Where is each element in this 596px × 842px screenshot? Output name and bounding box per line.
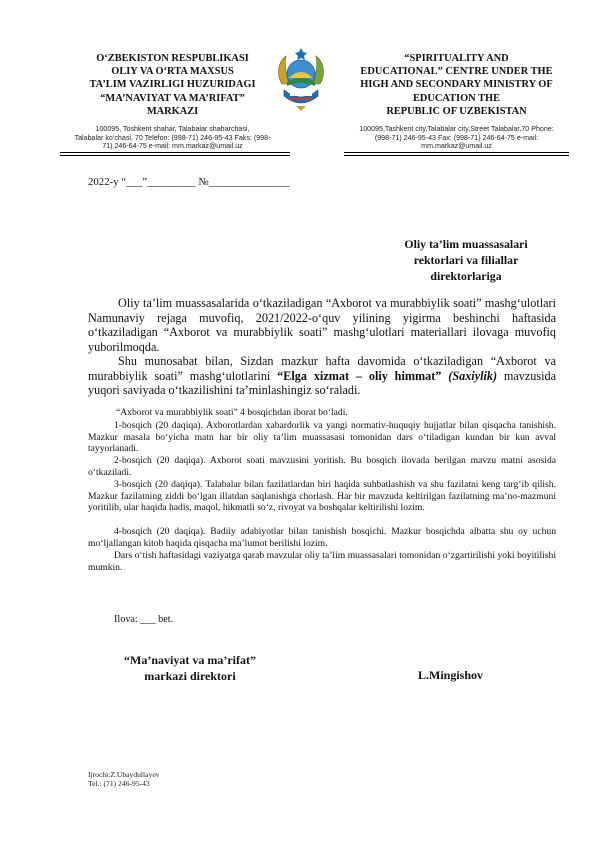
signatory-title bbox=[110, 652, 270, 684]
addressee-line: Oliy ta’lim muassasalari bbox=[404, 237, 528, 251]
stage-note: Dars o‘tish haftasidagi vaziyatga qarab mavzular oliy ta’lim muassasalari tomonidan o‘zgartirilishi yoki boyitilishi mumkin. bbox=[88, 550, 556, 573]
org-line: O‘ZBEKISTON RESPUBLIKASI bbox=[96, 53, 249, 64]
stage-4: 4-bosqich (20 daqiqa). Badiiy adabiyotlar bilan tanishish bosqichi. Mazkur bosqichda albatta shu oy uchun mo‘ljallangan kitob haqida qisqacha ma’lumot berilishi lozim. bbox=[88, 526, 556, 549]
addressee bbox=[384, 236, 548, 285]
body-paragraph-2 bbox=[88, 354, 556, 398]
stage-2: 2-bosqich (20 daqiqa). Axborot soati mavzusini yoritish. Bu bosqich ilovada berilgan mavzu matni asosida o‘tkaziladi. bbox=[88, 455, 556, 478]
header-divider-right-thin bbox=[344, 155, 569, 156]
addressee-line: rektorlari va filiallar bbox=[413, 253, 519, 268]
executor-name: Ijrochi:Z.Ubaydullayev bbox=[88, 770, 160, 779]
body-paragraph-1: Oliy ta’lim muassasalarida o‘tkaziladigan “Axborot va murabbiylik soati” mashg‘ulotlari Namunaviy rejaga muvofiq, 2021/2022-o‘quv yilining yigirma beshinchi haftasida o‘tkaziladigan “Axborot va murabbiylik soati” mashg‘ulotlari materiallari ilovaga muvofiq yuborilmoqda. bbox=[88, 296, 556, 354]
address-en bbox=[344, 125, 569, 151]
date-number-line: 2022-y “___”_________ №_______________ bbox=[88, 176, 290, 188]
address-line: 100095,Tashkent city,Talabalar city,Street Talabalar,70 Phone: bbox=[359, 125, 554, 133]
text-run: Shu munosabat bilan, Sizdan mazkur hafta davomida o‘tkaziladigan “Axborot va murabbiylik soati” mashg‘ulotlarini bbox=[88, 354, 556, 383]
org-line: “SPIRITUALITY AND bbox=[404, 53, 509, 64]
address-line: Talabalar ko‘chasi, 70 Telefon: (998-71) 246-95-43 Faks: (998- bbox=[74, 133, 271, 142]
topic-subtitle: (Saxiylik) bbox=[448, 368, 498, 383]
stage-1: 1-bosqich (20 daqiqa). Axborotlardan xabardorlik va yangi normativ-huquqiy hujjatlar bilan qisqacha tanishish. Mazkur masala bo‘yicha matn har bir oliy ta’lim muassasasi tomonidan dars o‘tiladigan kundan bir kun avval tayyorlanadi. bbox=[88, 420, 556, 455]
address-line: mm.markaz@umail.uz bbox=[421, 142, 492, 151]
org-line: MARKAZI bbox=[146, 105, 199, 117]
org-line: TA’LIM VAZIRLIGI HUZURIDAGI bbox=[89, 79, 256, 91]
signatory-title-line: markazi direktori bbox=[144, 669, 236, 683]
signatory-title-line: “Ma’naviyat va ma’rifat” bbox=[124, 653, 256, 667]
signatory-name: L.Mingishov bbox=[418, 668, 484, 682]
address-line: 100095, Toshkent shahar, Talabalar shaharchasi, bbox=[95, 125, 250, 133]
org-line: EDUCATIONAL” CENTRE UNDER THE bbox=[360, 66, 553, 78]
org-line: REPUBLIC OF UZBEKISTAN bbox=[386, 105, 527, 117]
org-name-en bbox=[344, 52, 569, 118]
stage-3: 3-bosqich (20 daqiqa). Talabalar bilan fazilatlardan biri haqida suhbatlashish va shu fazilatni keng targ‘ib qilish. Mazkur fazilatning ziddi bo‘lgan illatdan saqlanishga chorlash. Har bir mavzuda keltirilgan fazilatning ma’no-mazmuni yoritilib, ular haqida hadis, maqol, hikmatli so‘z, rivoyat va boshqalar keltirilishi lozim. bbox=[88, 479, 556, 514]
org-line: HIGH AND SECONDARY MINISTRY OF bbox=[360, 79, 553, 91]
address-uz bbox=[60, 125, 285, 151]
text-run: mavzusida yuqori saviyada o‘tkazilishini ta’minlashingiz so‘raladi. bbox=[88, 368, 557, 397]
addressee-line: direktorlariga bbox=[430, 269, 502, 284]
executor-info bbox=[88, 770, 159, 788]
uzbekistan-emblem-icon bbox=[272, 44, 330, 114]
stages-intro: “Axborot va murabbiylik soati” 4 bosqichdan iborat bo‘ladi. bbox=[116, 407, 348, 418]
org-line: EDUCATION THE bbox=[412, 92, 501, 104]
header-divider-left-thin bbox=[60, 155, 290, 156]
topic-title: “Elga xizmat – oliy himmat” bbox=[277, 368, 442, 383]
org-name-uz bbox=[60, 52, 285, 118]
org-line: “MA’NAVIYAT VA MA’RIFAT” bbox=[100, 92, 245, 104]
address-line: (998-71) 246-95-43 Fax: (998-71) 246-64-75 e-mail: bbox=[374, 133, 539, 142]
header-divider-right bbox=[344, 152, 569, 153]
org-line: OLIY VA O‘RTA MAXSUS bbox=[111, 66, 234, 78]
executor-phone: Tel.: (71) 246-95-43 bbox=[88, 779, 150, 788]
address-line: 71) 246-64-75 e-mail: mm.markaz@umail.uz bbox=[102, 142, 243, 151]
appendix-note: Ilova: ___ bet. bbox=[114, 614, 174, 625]
header-divider-left bbox=[60, 152, 290, 153]
